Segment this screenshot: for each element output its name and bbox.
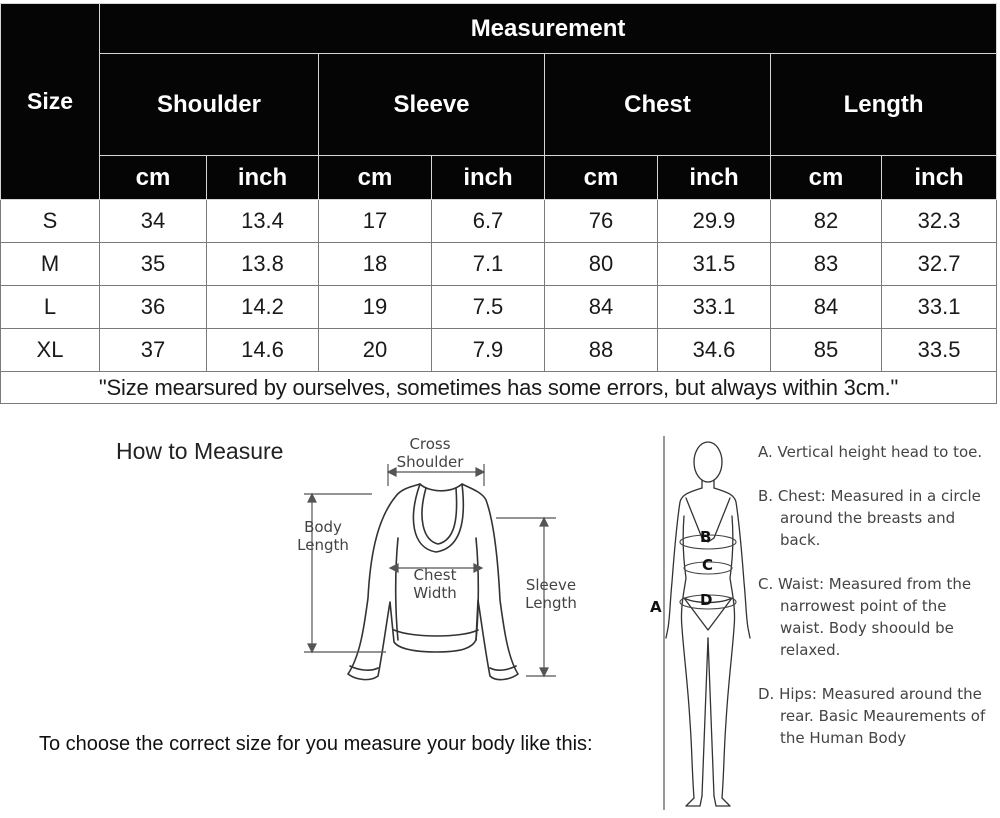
sleeve-length-label-line1: Sleeve <box>525 576 577 594</box>
body-length-label-line2: Length <box>297 536 349 554</box>
chest-inch-cell: 33.1 <box>658 286 771 329</box>
sleeve-cm-cell: 18 <box>319 243 432 286</box>
chest-cm-cell: 84 <box>545 286 658 329</box>
unit-inch: inch <box>658 156 771 200</box>
note-hips: D. Hips: Measured around the rear. Basic Meaurements of the Human Body <box>758 685 986 747</box>
sleeve-cm-cell: 17 <box>319 200 432 243</box>
table-note-row <box>1 372 997 404</box>
sleeve-inch-cell: 7.9 <box>432 329 545 372</box>
unit-inch: inch <box>882 156 997 200</box>
size-cell: M <box>1 243 100 286</box>
unit-inch: inch <box>207 156 319 200</box>
chest-width-label <box>400 566 470 602</box>
shoulder-cm-cell: 37 <box>100 329 207 372</box>
note-waist: C. Waist: Measured from the narrowest point of the waist. Body shoould be relaxed. <box>758 575 972 659</box>
chest-inch-cell: 34.6 <box>658 329 771 372</box>
length-inch-cell: 32.3 <box>882 200 997 243</box>
sleeve-length-label-line2: Length <box>525 594 577 612</box>
shoulder-inch-cell: 13.8 <box>207 243 319 286</box>
group-length: Length <box>771 54 997 156</box>
note-height: A. Vertical height head to toe. <box>758 443 983 461</box>
sleeve-inch-cell: 7.1 <box>432 243 545 286</box>
chest-inch-cell: 29.9 <box>658 200 771 243</box>
size-cell: L <box>1 286 100 329</box>
shoulder-cm-cell: 36 <box>100 286 207 329</box>
letter-d: D <box>700 591 713 609</box>
how-to-measure-title: How to Measure <box>116 438 284 464</box>
group-sleeve: Sleeve <box>319 54 545 156</box>
size-chart-table <box>0 3 997 404</box>
chest-width-label-line1: Chest <box>413 566 457 584</box>
unit-inch: inch <box>432 156 545 200</box>
group-chest: Chest <box>545 54 771 156</box>
group-shoulder: Shoulder <box>100 54 319 156</box>
chest-cm-cell: 88 <box>545 329 658 372</box>
length-cm-cell: 83 <box>771 243 882 286</box>
sleeve-cm-cell: 20 <box>319 329 432 372</box>
cross-shoulder-label <box>392 435 468 471</box>
sleeve-length-label <box>516 576 586 612</box>
letter-c: C <box>702 556 714 574</box>
cross-shoulder-label-line2: Shoulder <box>396 453 464 471</box>
shoulder-inch-cell: 14.6 <box>207 329 319 372</box>
letter-a: A <box>650 598 662 616</box>
chest-cm-cell: 76 <box>545 200 658 243</box>
unit-cm: cm <box>100 156 207 200</box>
size-cell: S <box>1 200 100 243</box>
note-chest: B. Chest: Measured in a circle around the breasts and back. <box>758 487 981 549</box>
body-length-label-line1: Body <box>304 518 342 536</box>
sleeve-cm-cell: 19 <box>319 286 432 329</box>
measure-instruction: To choose the correct size for you measure your body like this: <box>39 733 593 755</box>
shoulder-cm-cell: 34 <box>100 200 207 243</box>
letter-b: B <box>700 528 712 546</box>
sleeve-inch-cell: 6.7 <box>432 200 545 243</box>
length-inch-cell: 32.7 <box>882 243 997 286</box>
size-cell: XL <box>1 329 100 372</box>
shoulder-inch-cell: 13.4 <box>207 200 319 243</box>
chest-width-label-line2: Width <box>413 584 457 602</box>
length-inch-cell: 33.5 <box>882 329 997 372</box>
size-note: "Size mearsured by ourselves, sometimes has some errors, but always within 3cm." <box>1 372 997 404</box>
sleeve-inch-cell: 7.5 <box>432 286 545 329</box>
body-measure-notes <box>758 441 994 749</box>
table-row-s <box>1 200 997 243</box>
table-row-l <box>1 286 997 329</box>
cross-shoulder-label-line1: Cross <box>409 435 451 453</box>
length-cm-cell: 85 <box>771 329 882 372</box>
length-cm-cell: 82 <box>771 200 882 243</box>
unit-cm: cm <box>771 156 882 200</box>
body-figure-diagram <box>640 432 752 816</box>
body-length-label <box>288 518 358 554</box>
chest-inch-cell: 31.5 <box>658 243 771 286</box>
chest-cm-cell: 80 <box>545 243 658 286</box>
length-cm-cell: 84 <box>771 286 882 329</box>
table-row-xl <box>1 329 997 372</box>
unit-cm: cm <box>545 156 658 200</box>
table-row-m <box>1 243 997 286</box>
measurement-header: Measurement <box>100 4 997 54</box>
unit-cm: cm <box>319 156 432 200</box>
size-header: Size <box>1 4 100 200</box>
length-inch-cell: 33.1 <box>882 286 997 329</box>
shoulder-cm-cell: 35 <box>100 243 207 286</box>
shoulder-inch-cell: 14.2 <box>207 286 319 329</box>
